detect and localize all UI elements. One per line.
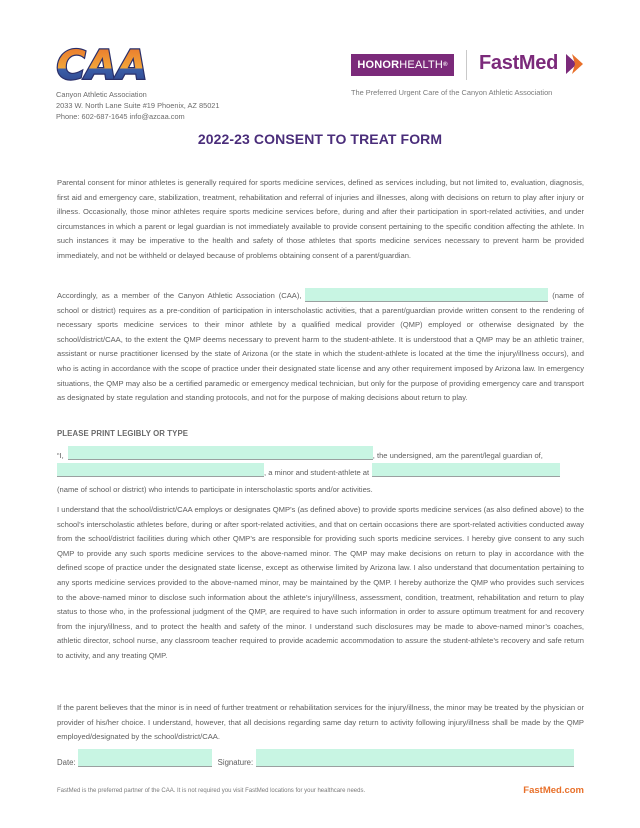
org-contact: Phone: 602-687-1645 info@azcaa.com <box>56 112 185 121</box>
paragraph-qmp-understanding: I understand that the school/district/CAA employs or designates QMP’s (as defined above) to provide sports medicine services (as also defined above) to the school’s interscholastic athletes before, during or after sport-related activities, and that on certain occasions there are sport-related activities conducted away from the school/district facilities during which other QMP’s are responsible for providing such sports medicine services. I hereby give consent to any such QMP to provide any such sports medicine services to the above-named minor. The QMP may make decisions on return to play in accordance with the defined scope of practice under the designated state license, except as otherwise limited by Arizona law. I also understand that documentation pertaining to any sports medicine services provided to the above-named minor, may be maintained by the QMP. I hereby authorize the QMP who provides such services to the above-named minor to disclose such information about the athlete’s injury/illness, assessment, condition, treatment, rehabilitation and return to play status to those who, in the professional judgment of the QMP, are required to have such information in order to assure optimum treatment for and recovery from the injury/illness, and to protect the health and safety of the minor. I understand such disclosures may be made to above-named minor’s coaches, athletic director, school nurse, any classroom teacher required to provide academic accommodation to assure the student-athlete’s recovery and safe return to activity, and any treating QMP. <box>57 505 584 660</box>
honorhealth-logo: HONOR HEALTH ® <box>351 54 454 76</box>
org-info <box>56 89 220 122</box>
paragraph-further-treatment: If the parent believes that the minor is in need of further treatment or rehabilitation services for the injury/illness, the minor may be treated by the physician or provider of his/her choice. I understand, however, that all decisions regarding same day return to activity following injury/illness shall be made by the QMP employed/designated by the school/district/CAA. <box>57 703 584 742</box>
footer-note: FastMed is the preferred partner of the CAA. It is not required you visit FastMed locations for your healthcare needs. <box>57 788 366 794</box>
guardian-line-end: , the undersigned, am the parent/legal guardian of, <box>372 451 543 460</box>
signature-field[interactable] <box>256 749 574 767</box>
fastmed-logo-text: FastMed <box>479 52 559 74</box>
guardian-name-field[interactable] <box>68 446 373 460</box>
paragraph-parental-consent: Parental consent for minor athletes is generally required for sports medicine services, defined as services including, but not limited to, evaluation, diagnosis, first aid and emergency care, stabilization, treatment, rehabilitation and referral of injuries and illnesses, along with decisions on return to play after injury or illness. Occasionally, those minor athletes require sports medicine services before, during and after their participation in sport-related activities, and under circumstances in which a parent or legal guardian is not immediately available to provide consent pertaining to the specific condition affecting the athlete. In such instances it may be imperative to the health and safety of those athletes that sports medicine services necessary to prevent harm be provided immediately, and not be withheld or delayed because of problems obtaining consent of a parent/guardian. <box>57 178 584 260</box>
date-label: Date: <box>57 758 76 767</box>
print-legibly-label: PLEASE PRINT LEGIBLY OR TYPE <box>57 429 189 438</box>
guardian-line <box>57 444 584 460</box>
footer-url-link[interactable]: FastMed.com <box>523 785 584 796</box>
paragraph-accordingly-body: (name of school or district) requires as a pre-condition of participation in interscholastic activities, that a parent/guardian provide written consent to the rendering of necessary sports medicine services to their minor athlete by a qualified medical provider (QMP) employed or otherwise designated by the school/district/CAA, to the extent the QMP deems necessary to prevent harm to the student-athlete. It is understood that a QMP may be an athletic trainer, assistant or nurse practitioner licensed by the state of Arizona (or the state in which the student-athlete is located at the time the injury/illness occurs), and who is acting in accordance with the scope of practice under their designated state license and any other requirement imposed by Arizona law. In emergency situations, the QMP may also be a certified paramedic or emergency medical technician, but only for the purpose of providing emergency care and transport as designated by state regulation and standing protocols, and not for the purpose of making decisions about return to play. <box>57 291 584 403</box>
athlete-name-field[interactable] <box>57 463 264 477</box>
athlete-line <box>57 461 584 477</box>
signature-label: Signature: <box>217 758 254 767</box>
signature-row <box>57 747 584 767</box>
guardian-line-start: “I, <box>57 451 64 460</box>
org-address: 2033 W. North Lane Suite #19 Phoenix, AZ 85021 <box>56 101 220 110</box>
org-name: Canyon Athletic Association <box>56 90 147 99</box>
paragraph-accordingly-lead: Accordingly, as a member of the Canyon Athletic Association (CAA), <box>57 291 302 300</box>
date-field[interactable] <box>78 749 212 767</box>
form-title: 2022-23 CONSENT TO TREAT FORM <box>197 131 443 147</box>
school-intent-line: (name of school or district) who intends to participate in interscholastic sports and/or activities. <box>57 485 373 494</box>
page-header <box>0 0 640 130</box>
school-name-field[interactable] <box>305 288 548 302</box>
fastmed-logo-icon <box>563 52 585 76</box>
paragraph-accordingly <box>57 288 584 406</box>
partner-tagline: The Preferred Urgent Care of the Canyon Athletic Association <box>351 88 553 97</box>
brand-divider <box>466 50 467 80</box>
svg-text:CAA: CAA <box>56 43 148 86</box>
athlete-school-field[interactable] <box>372 463 560 477</box>
athlete-line-mid: , a minor and student-athlete at <box>264 468 370 477</box>
caa-logo <box>56 42 148 86</box>
